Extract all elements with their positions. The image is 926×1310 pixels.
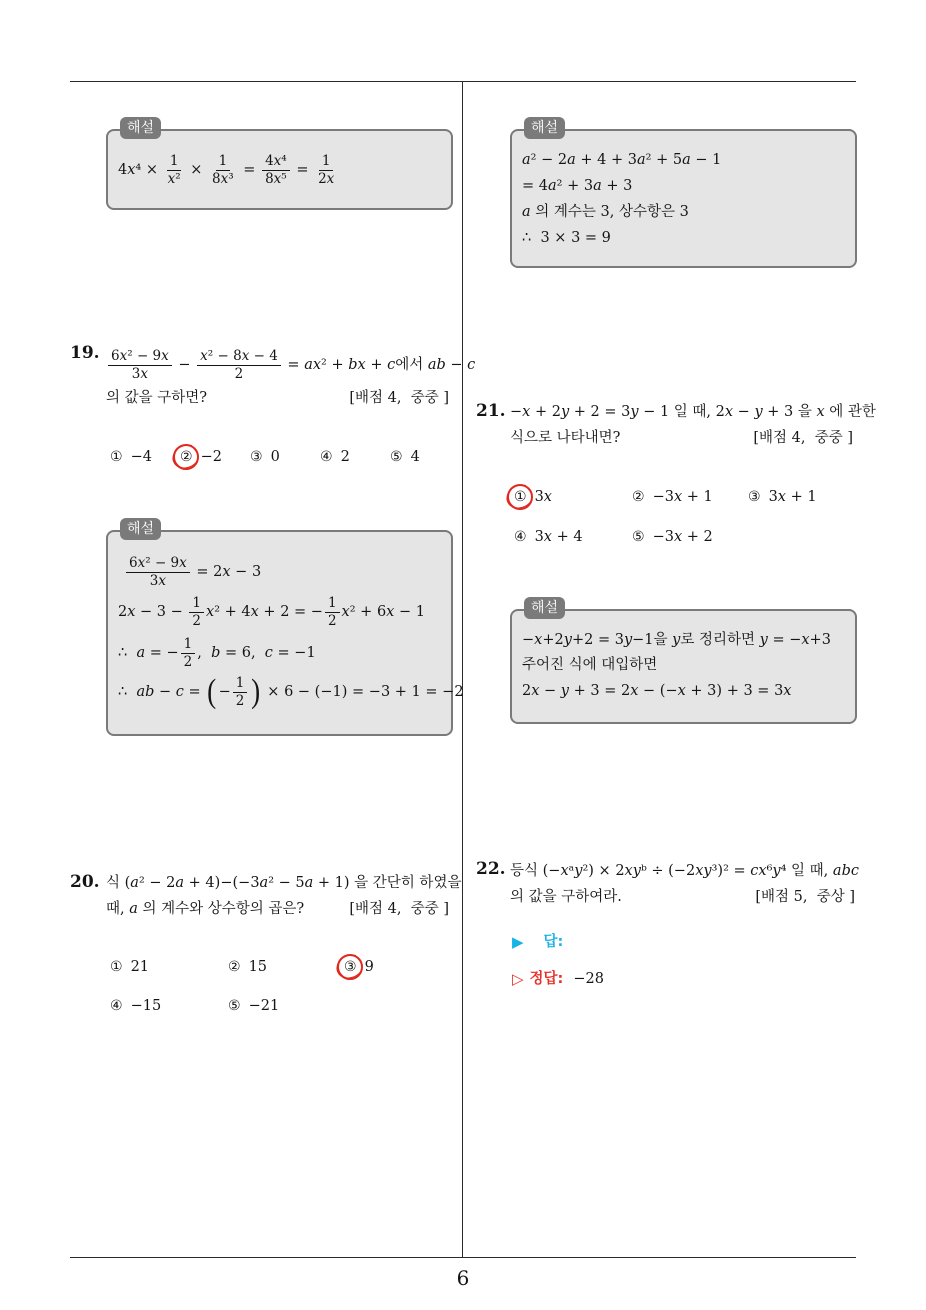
math-text: x²	[167, 170, 181, 187]
math-text: =	[296, 162, 309, 178]
solution-box-20	[510, 120, 857, 268]
choice-value	[411, 448, 420, 466]
math-text: a	[129, 901, 138, 917]
choice-value	[653, 488, 713, 506]
math-text: −2	[200, 449, 222, 465]
math-text: ∴ 3 × 3 = 9	[522, 230, 611, 246]
choice-mark: ②	[632, 489, 645, 505]
choice-value	[341, 448, 350, 466]
math-text: −	[218, 684, 231, 700]
math-text: x² + 4x + 2 = −	[206, 604, 323, 620]
text: 의 값을 구하여라.	[510, 889, 622, 905]
fraction	[209, 154, 237, 187]
math-text: 2	[192, 612, 201, 629]
solution-tag: 해설	[524, 117, 565, 139]
text: 의 값을 구하면?	[106, 390, 208, 406]
choice-value	[131, 448, 152, 466]
math-text: 3x	[131, 365, 148, 382]
fraction	[315, 154, 337, 187]
choice-mark: ①	[514, 489, 527, 505]
answer-label: 답:	[543, 934, 564, 950]
math-text: 9	[364, 959, 374, 975]
text: 일 때,	[786, 863, 833, 879]
math-text: 0	[270, 449, 280, 465]
text: 때,	[106, 901, 130, 917]
math-text: = ax² + bx + c	[287, 357, 396, 373]
math-text: −4	[130, 449, 152, 465]
math-text: −21	[248, 998, 280, 1014]
math-text: y	[672, 632, 681, 648]
choice-value	[131, 997, 162, 1015]
column-divider	[462, 82, 463, 1258]
choice-value	[535, 528, 583, 546]
math-text: ab − c	[427, 357, 476, 373]
math-text: −	[178, 357, 191, 373]
choice-mark: ②	[180, 449, 193, 465]
math-text: 2	[234, 365, 244, 382]
math-text: 15	[248, 959, 268, 975]
bottom-rule	[70, 1257, 856, 1258]
math-text: (a² − 2a + 4)−(−3a² − 5a + 1)	[124, 875, 350, 891]
choice-value	[769, 488, 817, 506]
math-text: 4	[410, 449, 420, 465]
math-text: 2	[235, 692, 245, 709]
math-text: −3x + 1	[652, 489, 713, 505]
big-paren: )	[251, 673, 261, 710]
correct-answer-label: 정답:	[529, 971, 564, 987]
text: 의 계수는 3, 상수항은 3	[530, 204, 689, 220]
choice-mark: ③	[344, 959, 357, 975]
math-text: 8x⁵	[265, 170, 287, 187]
math-text: 3x	[534, 489, 552, 505]
choice-mark: ⑤	[390, 449, 403, 465]
math-text: 1	[167, 154, 182, 171]
math-text: −3x + 2	[652, 529, 713, 545]
choice-mark: ④	[514, 529, 527, 545]
fraction	[165, 154, 184, 187]
math-text: 2x − y + 3	[715, 404, 794, 420]
fraction	[262, 154, 290, 187]
math-text: = 2x − 3	[196, 564, 262, 580]
choice-value	[131, 958, 149, 976]
math-text: x² − 8x − 4	[197, 349, 281, 366]
text: 을	[653, 632, 673, 648]
math-text: 2x − 3 −	[118, 604, 183, 620]
solution-box-18	[106, 120, 453, 210]
math-text: × 6 − (−1) = −3 + 1 = −2	[267, 684, 464, 700]
text: 식으로 나타내면?	[510, 430, 621, 446]
fraction	[189, 596, 204, 629]
worksheet-page: 해설 4x⁴ × $\frac{1}{\text{x²}}$ × $\frac{1}{\text{8x³}}$ = $\frac{\text{4x⁴}}{\text{8x⁵}}$ = $\frac{1}{2x}$ 19. $\frac{\text{6x² − 9x}}{3x}$ − $\frac{\text{x² − 8x − 4}}{2}$ = ax² + bx + c 에서 ab − c 의 값을 구하면? [배점 4, 중중 ] ① −4 ② −2 ③ 0 ④ 2 ⑤ 4 해설 $\frac{\text{6x² − 9x}}{3x}$ = 2x − 3 2x − 3 − $\frac{1}{2}$ x² + 4x + 2 = − $\frac{1}{2}$ x² + 6x − 1 ∴ a = − $\frac{1}{2}$ , b = 6, c = −1 ∴ ab − c = ( − $\frac{1}{2}$ ) × 6 − (−1) = −3 + 1 = −2 20. 식 (a² − 2a + 4)−(−3a² − 5a + 1) 을 간단히 하였을 때, a 의 계수와 상수항의 곱은? [배점 4, 중중 ] ① 21 ② 15 ③ 9 ④ −15 ⑤ −21 해설 a² − 2a + 4 + 3a² + 5a − 1 = 4a² + 3a + 3 a 의 계수는 3, 상수항은 3 ∴ 3 × 3 = 9 21. −x + 2y + 2 = 3y − 1 일 때, 2x − y + 3 을 x 에 관한 식으로 나타내면? [배점 4, 중중 ] ① 3x ② −3x + 1 ③ 3x + 1 ④ 3x + 4 ⑤ −3x + 2 해설 −x+2y+2 = 3y−1 을 y 로 정리하면 y = −x+3 주어진 식에 대입하면 2x − y + 3 = 2x − (−x + 3) + 3 = 3x 22. 등식 (−xᵃy²) × 2xyᵇ ÷ (−2xy³)² = cx⁶y⁴ 일 때, abc 의 값을 구하여라. [배점 5, 중상 ] ▶ 답: ▷ 정답: −28 6	[0, 0, 926, 1310]
math-text: = 4a² + 3a + 3	[522, 178, 633, 194]
play-arrow-icon: ▶	[512, 933, 524, 951]
text: 을	[793, 404, 817, 420]
choice-mark: ④	[320, 449, 333, 465]
choice-mark: ⑤	[632, 529, 645, 545]
math-text: 21	[130, 959, 150, 975]
math-text: 4x⁴	[262, 154, 290, 171]
choice-mark: ①	[110, 449, 123, 465]
text: 의 계수와 상수항의 곱은?	[137, 901, 305, 917]
math-text: ×	[190, 162, 203, 178]
text: 일 때,	[669, 404, 716, 420]
math-text: ∴ ab − c =	[118, 684, 201, 700]
math-text: a² − 2a + 4 + 3a² + 5a − 1	[522, 152, 722, 168]
math-text: 1	[233, 676, 248, 693]
top-rule	[70, 81, 856, 82]
solution-tag: 해설	[120, 518, 161, 540]
math-text: 4x⁴ ×	[118, 162, 159, 178]
solution-box-21	[510, 600, 857, 724]
math-text: 6x² − 9x	[108, 349, 172, 366]
math-text: −x+2y+2 = 3y−1	[522, 632, 654, 648]
choice-value	[535, 488, 552, 506]
fraction	[325, 596, 340, 629]
correct-answer-value	[573, 970, 604, 988]
math-text: 2	[183, 653, 193, 670]
math-text: x	[816, 404, 825, 420]
choice-mark: ③	[250, 449, 263, 465]
math-text: 1	[319, 154, 334, 171]
text: 에서	[395, 357, 428, 373]
choice-value	[249, 997, 280, 1015]
math-text: 2x	[318, 170, 335, 187]
math-text: 3x + 1	[768, 489, 817, 505]
math-text: −28	[573, 971, 604, 987]
solution-tag: 해설	[524, 597, 565, 619]
math-text: 3x	[149, 572, 166, 589]
fraction	[197, 349, 281, 382]
fraction	[108, 349, 172, 382]
math-text: 1	[189, 596, 204, 613]
text: 주어진 식에 대입하면	[522, 657, 658, 673]
math-text: ∴ a = −	[118, 645, 179, 661]
choice-mark: ⑤	[228, 998, 241, 1014]
choice-value	[201, 448, 222, 466]
outline-arrow-icon: ▷	[512, 970, 524, 988]
fraction	[126, 556, 190, 589]
math-text: x² + 6x − 1	[341, 604, 425, 620]
choice-mark: ①	[110, 959, 123, 975]
choice-value	[365, 958, 374, 976]
math-text: 3x + 4	[534, 529, 583, 545]
solution-box-19	[106, 521, 464, 736]
text: 식	[106, 875, 125, 891]
math-text: y = −x+3	[759, 632, 831, 648]
big-paren: (	[207, 673, 217, 710]
page-number: 6	[456, 1266, 470, 1290]
choice-value	[271, 448, 280, 466]
math-text: 2x − y + 3 = 2x − (−x + 3) + 3 = 3x	[522, 683, 792, 699]
math-text: −x + 2y + 2 = 3y − 1	[510, 404, 670, 420]
math-text: 6x² − 9x	[126, 556, 190, 573]
math-text: −15	[130, 998, 162, 1014]
solution-tag: 해설	[120, 117, 161, 139]
fraction	[181, 637, 196, 670]
math-text: 8x³	[212, 170, 234, 187]
text: 등식	[510, 863, 543, 879]
math-text: =	[243, 162, 256, 178]
math-text: 1	[181, 637, 196, 654]
math-text: 2	[340, 449, 350, 465]
math-text: 1	[325, 596, 340, 613]
choice-value	[249, 958, 267, 976]
math-text: 1	[216, 154, 231, 171]
math-text: , b = 6, c = −1	[197, 645, 316, 661]
math-text: 2	[327, 612, 337, 629]
text: 을 간단히 하였을	[349, 875, 462, 891]
choice-mark: ②	[228, 959, 241, 975]
text: 에 관한	[824, 404, 876, 420]
math-text: a	[522, 204, 531, 220]
fraction	[233, 676, 248, 709]
choice-mark: ③	[748, 489, 761, 505]
choice-mark: ④	[110, 998, 123, 1014]
text: 로 정리하면	[680, 632, 760, 648]
math-text: (−xᵃy²) × 2xyᵇ ÷ (−2xy³)² = cx⁶y⁴	[542, 863, 787, 879]
math-text: abc	[832, 863, 859, 879]
choice-value	[653, 528, 713, 546]
